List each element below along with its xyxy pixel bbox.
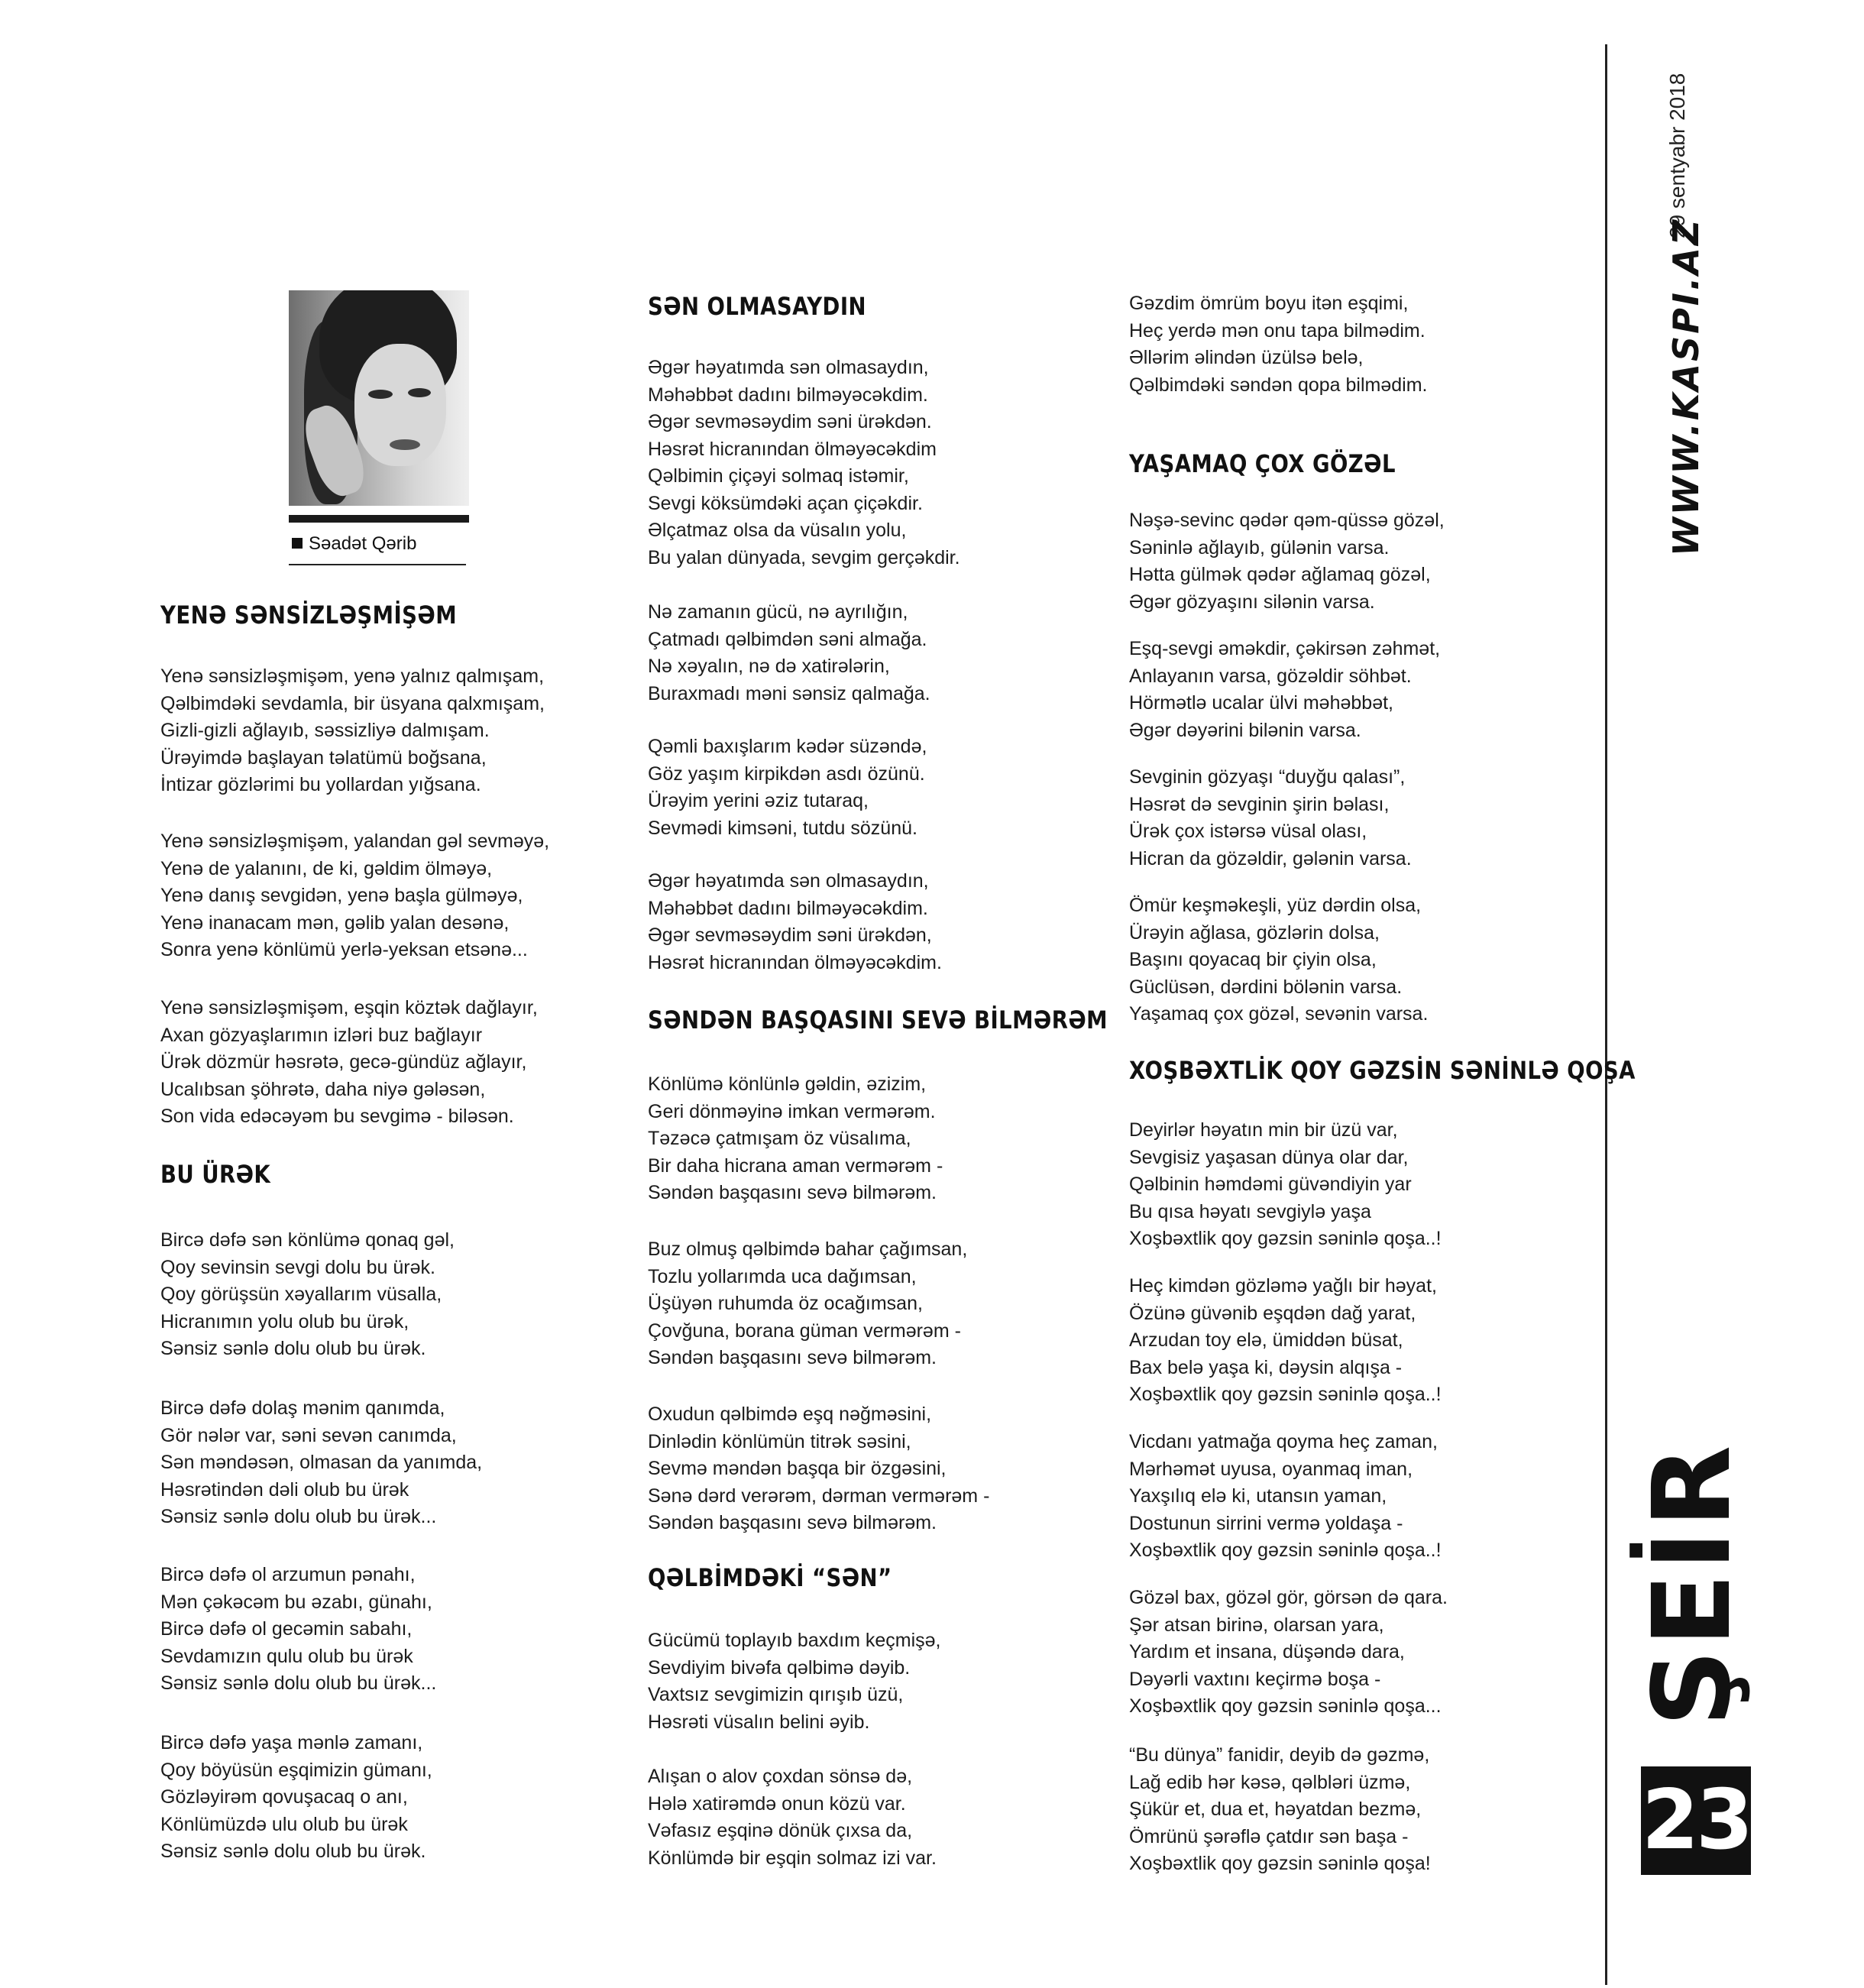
poem-line: Ürəyimdə başlayan təlatümü boğsana, xyxy=(160,746,487,769)
stanza xyxy=(1129,1117,1442,1253)
poem-line: Tozlu yollarımda uca dağımsan, xyxy=(648,1265,917,1287)
poem-line: Sevmədi kimsəni, tutdu sözünü. xyxy=(648,817,917,839)
poem-line: Bircə dəfə yaşa mənlə zamanı, xyxy=(160,1732,423,1753)
poem-line: Nə xəyalın, nə də xatirələrin, xyxy=(648,656,890,677)
poem-line: Oxudun qəlbimdə eşq nəğməsini, xyxy=(648,1404,932,1425)
poem-title: YENƏ SƏNSİZLƏŞMİŞƏM xyxy=(160,601,458,630)
stanza xyxy=(1129,290,1428,399)
poem-line: Geri dönməyinə imkan vermərəm. xyxy=(648,1100,936,1122)
poem-line: Sənsiz sənlə dolu olub bu ürək. xyxy=(160,1338,426,1359)
poem-line: Ürək çox istərsə vüsal olası, xyxy=(1129,821,1367,842)
poem-line: Könlümüzdə ulu olub bu ürək xyxy=(160,1813,408,1835)
poem-line: Nə zamanın gücü, nə ayrılığın, xyxy=(648,601,908,623)
stanza xyxy=(648,355,960,571)
poem-line: Xoşbəxtlik qoy gəzsin səninlə qoşa! xyxy=(1129,1853,1431,1874)
square-bullet-icon xyxy=(292,538,303,549)
poem-line: Səndən başqasını sevə bilmərəm. xyxy=(648,1512,937,1533)
stanza xyxy=(648,868,942,976)
poem-line: Əgər həyatımda sən olmasaydın, xyxy=(648,870,929,892)
poem-line: Axan gözyaşlarımın izləri buz bağlayır xyxy=(160,1024,483,1046)
poem-line: Sevgi köksümdəki açan çiçəkdir. xyxy=(648,492,923,514)
poem-line: Üşüyən ruhumda öz ocağımsan, xyxy=(648,1293,923,1314)
poem-line: Qəlbinin həmdəmi güvəndiyin yar xyxy=(1129,1174,1412,1195)
stanza xyxy=(1129,892,1428,1028)
poem-title: YAŞAMAQ ÇOX GÖZƏL xyxy=(1129,449,1396,478)
poem-line: Qəmli baxışlarım kədər süzəndə, xyxy=(648,736,927,757)
poem-line: Bax belə yaşa ki, dəysin alqışa - xyxy=(1129,1356,1403,1378)
poem-line: Mərhəmət uyusa, oyanmaq iman, xyxy=(1129,1458,1413,1480)
poem-line: Gör nələr var, səni sevən canımda, xyxy=(160,1424,457,1446)
poem-line: Şər atsan birinə, olarsan yara, xyxy=(1129,1614,1384,1636)
photo-bar xyxy=(289,515,469,523)
stanza xyxy=(1129,507,1445,616)
poem-line: Həsrəti vüsalın belini əyib. xyxy=(648,1711,870,1733)
poem-line: Sən məndəsən, olmasan da yanımda, xyxy=(160,1452,483,1473)
poem-line: Xoşbəxtlik qoy gəzsin səninlə qoşa..! xyxy=(1129,1228,1442,1249)
poem-line: Ürək dözmür həsrətə, gecə-gündüz ağlayır, xyxy=(160,1051,527,1073)
poem-line: Yenə sənsizləşmişəm, eşqin köztək dağlayır, xyxy=(160,997,538,1018)
poem-line: Yenə danış sevgidən, yenə başla gülməyə, xyxy=(160,885,523,906)
poem-line: Nəşə-sevinc qədər qəm-qüssə gözəl, xyxy=(1129,510,1445,531)
poem-line: Bircə dəfə sən könlümə qonaq gəl, xyxy=(160,1229,455,1251)
poem-line: Həsrət də sevginin şirin bəlası, xyxy=(1129,793,1390,815)
author-name: Səadət Qərib xyxy=(309,533,417,554)
poem-line: Qəlbimdəki səndən qopa bilmədim. xyxy=(1129,374,1428,396)
poem-line: Yaxşılıq elə ki, utansın yaman, xyxy=(1129,1485,1387,1507)
website-name: WWW.KASPI.AZ xyxy=(1665,217,1707,556)
stanza xyxy=(160,663,545,799)
poem-line: Ürəyin ağlasa, gözlərin dolsa, xyxy=(1129,921,1380,944)
poem-line: Bircə dəfə dolaş mənim qanımda, xyxy=(160,1397,445,1419)
stanza xyxy=(648,733,927,842)
author-caption xyxy=(292,533,416,555)
poem-line: Yaşamaq çox gözəl, sevənin varsa. xyxy=(1129,1003,1429,1025)
poem-line: Əllərim əlindən üzülsə belə, xyxy=(1129,347,1364,368)
poem-line: Səndən başqasını sevə bilmərəm. xyxy=(648,1347,937,1368)
poem-line: Səndən başqasını sevə bilmərəm. xyxy=(648,1182,937,1203)
poem-line: Heç kimdən gözləmə yağlı bir həyat, xyxy=(1129,1275,1437,1297)
poem-line: Həsrət hicranından ölməyəcəkdim. xyxy=(648,951,942,973)
stanza xyxy=(648,1401,989,1537)
margin-rule xyxy=(1605,44,1607,1985)
poem-title: QƏLBİMDƏKİ “SƏN” xyxy=(648,1563,892,1592)
poem-line: Deyirlər həyatın min bir üzü var, xyxy=(1129,1119,1398,1141)
poem-line: Dostunun sirrini vermə yoldaşa - xyxy=(1129,1512,1403,1534)
poem-line: Bu qısa həyatı sevgiylə yaşa xyxy=(1129,1200,1371,1222)
poem-line: Çatmadı qəlbimdən səni almağa. xyxy=(648,628,927,650)
poem-line: Sevdiyim bivəfa qəlbimə dəyib. xyxy=(648,1656,911,1679)
poem-line: Qoy böyüsün eşqimizin gümanı, xyxy=(160,1759,432,1781)
poem-line: Könlümdə bir eşqin solmaz izi var. xyxy=(648,1847,937,1869)
poem-line: Əgər dəyərini bilənin varsa. xyxy=(1129,719,1361,741)
poem-line: Bir daha hicrana aman vermərəm - xyxy=(648,1154,943,1177)
poem-line: Əgər həyatımda sən olmasaydın, xyxy=(648,357,929,378)
poem-line: Hicran da gözəldir, gələnin varsa. xyxy=(1129,847,1412,869)
poem-line: Sevginin gözyaşı “duyğu qalası”, xyxy=(1129,766,1406,788)
poem-line: Güclüsən, dərdini bölənin varsa. xyxy=(1129,976,1403,998)
poem-line: Gözəl bax, gözəl gör, görsən də qara. xyxy=(1129,1587,1448,1608)
stanza xyxy=(160,1227,455,1363)
poem-line: Əgər gözyaşını silənin varsa. xyxy=(1129,591,1375,613)
poem-line: Çovğuna, borana güman vermərəm - xyxy=(648,1319,961,1342)
poem-line: Anlayanın varsa, gözəldir söhbət. xyxy=(1129,665,1412,687)
poem-line: Buz olmuş qəlbimdə bahar çağımsan, xyxy=(648,1238,968,1260)
poem-line: Vicdanı yatmağa qoyma heç zaman, xyxy=(1129,1431,1438,1452)
stanza xyxy=(648,1071,943,1207)
stanza xyxy=(648,599,930,707)
author-photo xyxy=(289,290,469,506)
poem-line: Qəlbimin çiçəyi solmaq istəmir, xyxy=(648,465,909,487)
poem-line: Məhəbbət dadını bilməyəcəkdim. xyxy=(648,384,928,406)
author-rule xyxy=(289,564,466,565)
poem-line: Hətta gülmək qədər ağlamaq gözəl, xyxy=(1129,564,1431,585)
stanza xyxy=(1129,636,1440,744)
poem-line: Sənsiz sənlə dolu olub bu ürək... xyxy=(160,1506,437,1527)
stanza xyxy=(160,828,549,964)
poem-line: Əgər sevməsəydim səni ürəkdən, xyxy=(648,924,932,946)
poem-title: XOŞBƏXTLİK QOY GƏZSİN SƏNİNLƏ QOŞA xyxy=(1129,1056,1636,1085)
poem-line: Gözləyirəm qovuşacaq o anı, xyxy=(160,1786,408,1808)
poem-line: Məhəbbət dadını bilməyəcəkdim. xyxy=(648,897,928,919)
stanza xyxy=(1129,1273,1442,1409)
poem-line: Əgər sevməsəydim səni ürəkdən. xyxy=(648,411,932,432)
poem-line: Səninlə ağlayıb, gülənin varsa. xyxy=(1129,536,1390,559)
stanza xyxy=(648,1763,937,1872)
poem-line: Sevgisiz yaşasan dünya olar dar, xyxy=(1129,1146,1409,1168)
poem-line: Həsrətindən dəli olub bu ürək xyxy=(160,1478,409,1501)
issue-date: 29 sentyabr 2018 xyxy=(1665,73,1689,238)
poem-line: Son vida edəcəyəm bu sevgimə - biləsən. xyxy=(160,1106,514,1127)
poem-line: Bircə dəfə ol arzumun pənahı, xyxy=(160,1564,416,1585)
stanza xyxy=(1129,1742,1431,1878)
poem-line: Alışan o alov çoxdan sönsə də, xyxy=(648,1766,913,1787)
poem-line: Heç yerdə mən onu tapa bilmədim. xyxy=(1129,319,1426,342)
poem-line: Dəyərli vaxtını keçirmə boşa - xyxy=(1129,1668,1381,1690)
poem-line: Ömür keşməkeşli, yüz dərdin olsa, xyxy=(1129,895,1422,916)
poem-line: Sənsiz sənlə dolu olub bu ürək. xyxy=(160,1841,426,1862)
stanza xyxy=(1129,764,1412,873)
poem-line: Sevmə məndən başqa bir özgəsini, xyxy=(648,1458,947,1479)
poem-line: Hörmətlə ucalar ülvi məhəbbət, xyxy=(1129,692,1393,714)
poem-line: Ucalıbsan şöhrətə, daha niyə gələsən, xyxy=(160,1078,486,1100)
stanza xyxy=(1129,1429,1442,1565)
poem-title: BU ÜRƏK xyxy=(160,1160,271,1189)
poem-line: İntizar gözlərimi bu yollardan yığsana. xyxy=(160,774,481,795)
stanza xyxy=(648,1236,967,1372)
poem-line: Hicranımın yolu olub bu ürək, xyxy=(160,1310,409,1332)
section-title: ŞEİR xyxy=(1630,1442,1755,1727)
poem-line: Gizli-gizli ağlayıb, səssizliyə dalmışam. xyxy=(160,720,490,741)
poem-line: Gəzdim ömrüm boyu itən eşqimi, xyxy=(1129,293,1409,314)
poem-line: Lağ edib hər kəsə, qəlbləri üzmə, xyxy=(1129,1771,1411,1793)
page-number: 23 xyxy=(1641,1766,1751,1875)
poem-line: Başını qoyacaq bir çiyin olsa, xyxy=(1129,949,1377,970)
poem-line: Vəfasız eşqinə dönük çıxsa da, xyxy=(648,1820,913,1841)
poem-line: Ürəyim yerini əziz tutaraq, xyxy=(648,790,869,811)
stanza xyxy=(160,1730,432,1866)
poem-line: Arzudan toy elə, ümiddən büsat, xyxy=(1129,1329,1403,1351)
poem-line: Yenə sənsizləşmişəm, yenə yalnız qalmışam, xyxy=(160,665,545,687)
poem-line: Yenə sənsizləşmişəm, yalandan gəl sevməyə, xyxy=(160,830,550,852)
poem-line: Dinlədin könlümün titrək səsini, xyxy=(648,1430,911,1452)
poem-line: Yenə inanacam mən, gəlib yalan desənə, xyxy=(160,911,510,934)
poem-line: Xoşbəxtlik qoy gəzsin səninlə qoşa... xyxy=(1129,1695,1442,1717)
poem-line: Ömrünü şərəflə çatdır sən başa - xyxy=(1129,1825,1409,1847)
poem-line: Sevdamızın qulu olub bu ürək xyxy=(160,1645,413,1667)
poem-line: Şükür et, dua et, həyatdan bezmə, xyxy=(1129,1799,1422,1820)
poem-line: Xoşbəxtlik qoy gəzsin səninlə qoşa..! xyxy=(1129,1384,1442,1405)
poem-line: Eşq-sevgi əməkdir, çəkirsən zəhmət, xyxy=(1129,638,1441,659)
poem-line: Vaxtsız sevgimizin qırışıb üzü, xyxy=(648,1684,904,1705)
stanza xyxy=(1129,1585,1448,1721)
poem-line: Təzəcə çatmışam öz vüsalıma, xyxy=(648,1128,911,1149)
poem-line: Göz yaşım kirpikdən asdı özünü. xyxy=(648,762,925,785)
poem-line: Yardım et insana, düşəndə dara, xyxy=(1129,1641,1405,1663)
stanza xyxy=(160,1395,482,1531)
poem-line: Mən çəkəcəm bu əzabı, günahı, xyxy=(160,1591,432,1613)
poem-line: Sənsiz sənlə dolu olub bu ürək... xyxy=(160,1672,437,1694)
poem-line: Özünə güvənib eşqdən dağ yarat, xyxy=(1129,1302,1416,1324)
poem-line: Bircə dəfə ol gecəmin sabahı, xyxy=(160,1618,413,1640)
poem-line: Sonra yenə könlümü yerlə-yeksan etsənə... xyxy=(160,939,528,960)
poem-line: Əlçatmaz olsa da vüsalın yolu, xyxy=(648,520,907,541)
poem-line: Sənə dərd verərəm, dərman vermərəm - xyxy=(648,1485,990,1507)
poem-title: SƏNDƏN BAŞQASINI SEVƏ BİLMƏRƏM xyxy=(648,1005,1108,1034)
stanza xyxy=(648,1627,941,1736)
poem-line: “Bu dünya” fanidir, deyib də gəzmə, xyxy=(1129,1744,1430,1766)
poem-line: Yenə de yalanını, de ki, gəldim ölməyə, xyxy=(160,857,493,879)
poem-title: SƏN OLMASAYDIN xyxy=(648,292,866,321)
poem-line: Qəlbimdəki sevdamla, bir üsyana qalxmışam, xyxy=(160,692,545,714)
poem-line: Gücümü toplayıb baxdım keçmişə, xyxy=(648,1630,941,1651)
stanza xyxy=(160,1562,436,1698)
poem-line: Qoy sevinsin sevgi dolu bu ürək. xyxy=(160,1256,435,1278)
poem-line: Buraxmadı məni sənsiz qalmağa. xyxy=(648,682,930,704)
poem-line: Könlümə könlünlə gəldin, əzizim, xyxy=(648,1073,927,1095)
stanza xyxy=(160,995,538,1131)
poem-line: Xoşbəxtlik qoy gəzsin səninlə qoşa..! xyxy=(1129,1540,1442,1561)
poem-line: Bu yalan dünyada, sevgim gerçəkdir. xyxy=(648,546,960,568)
poem-line: Həsrət hicranından ölməyəcəkdim xyxy=(648,438,937,460)
poem-line: Hələ xatirəmdə onun közü var. xyxy=(648,1792,906,1815)
poem-line: Qoy görüşsün xəyallarım vüsalla, xyxy=(160,1284,442,1305)
